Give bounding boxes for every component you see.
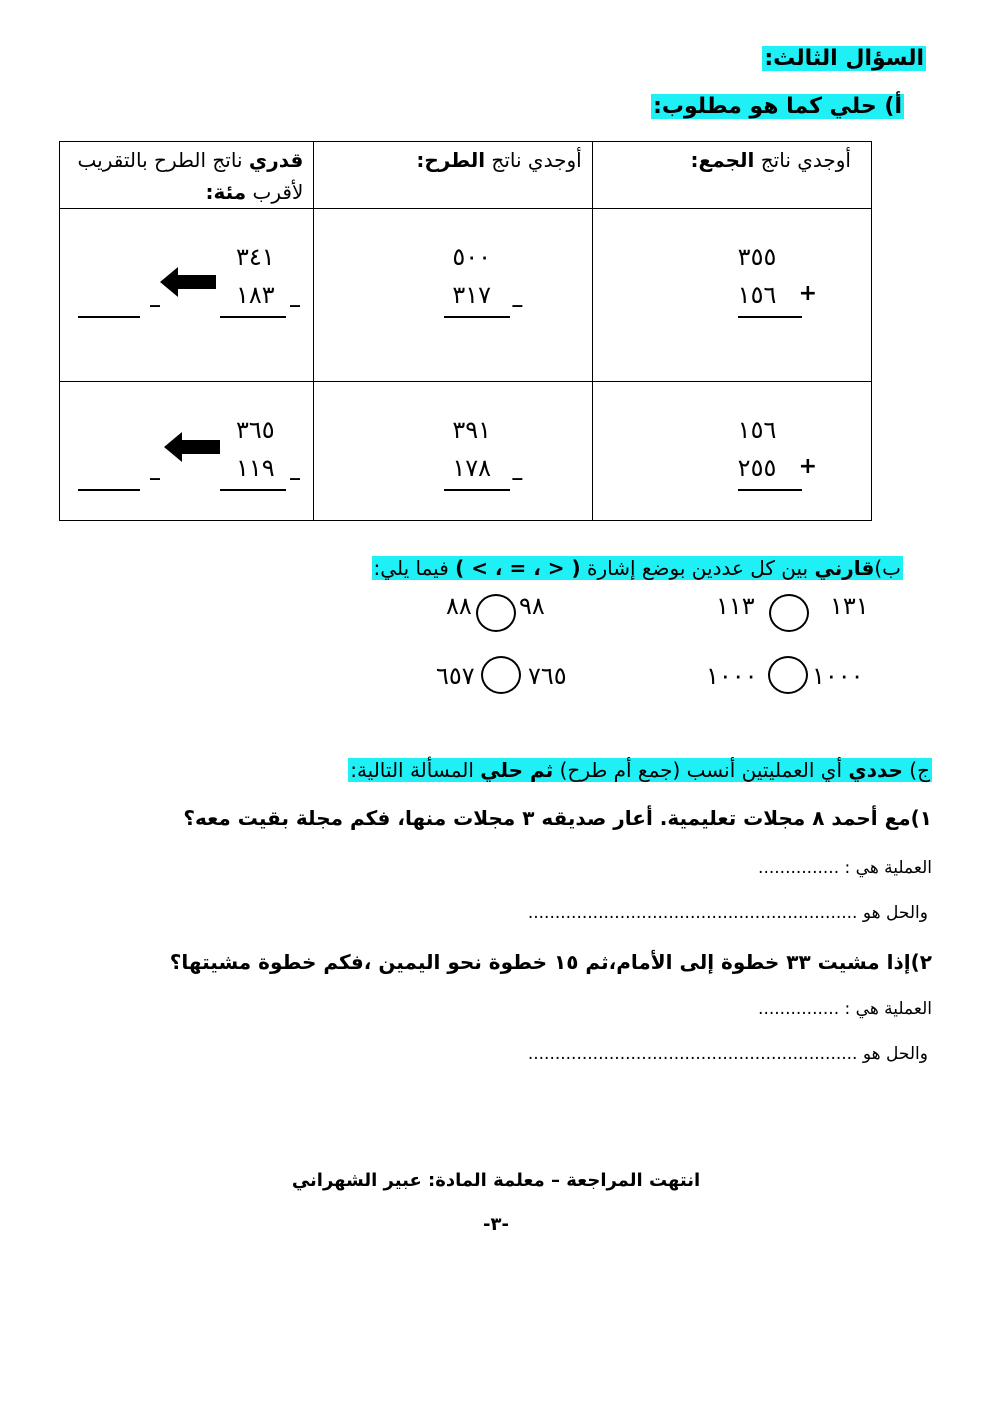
answer-line[interactable]: [738, 489, 802, 491]
arrow-left-icon: [164, 432, 220, 462]
part-b-heading: ب)قارني بين كل عددين بوضع إشارة ( < ، = ، > ) فيما يلي:: [373, 556, 901, 580]
round-cell-1: [60, 209, 314, 382]
compare-number-right: ١٠٠٠: [706, 662, 758, 690]
round-top-number: ٣٤١: [236, 243, 275, 271]
solution-blank[interactable]: .............................................................: [527, 903, 858, 923]
sub-bottom-number: ٣١٧: [452, 281, 492, 309]
answer-blank[interactable]: [78, 489, 140, 491]
add-top-number: ٣٥٥: [737, 243, 777, 271]
problem-2-operation: العملية هي : ...............: [758, 999, 932, 1019]
sub-top-number: ٥٠٠: [452, 243, 492, 271]
answer-line[interactable]: [444, 316, 510, 318]
compare-number-left: ٧٦٥: [528, 662, 567, 690]
minus-sign: _: [512, 283, 523, 307]
problem-1-operation: العملية هي : ...............: [758, 858, 932, 878]
sub-bottom-number: ١٧٨: [452, 454, 492, 482]
problem-2-question: ٢)إذا مشيت ٣٣ خطوة إلى الأمام،ثم ١٥ خطوة نحو اليمين ،فكم خطوة مشيتها؟: [169, 950, 932, 974]
minus-sign: _: [150, 456, 160, 480]
part-c-heading: ج) حددي أي العمليتين أنسب (جمع أم طرح) ثم حلي المسألة التالية:: [350, 758, 930, 782]
compare-number-right: ١١٣: [716, 592, 755, 620]
subtract-cell-2: [314, 382, 592, 521]
minus-sign: _: [290, 456, 300, 480]
compare-number-right: ٦٥٧: [436, 662, 475, 690]
add-cell-2: [592, 382, 871, 521]
compare-number-left: ٩٨: [519, 592, 545, 620]
header-add: أوجدي ناتج الجمع:: [592, 142, 871, 209]
add-top-number: ١٥٦: [737, 416, 777, 444]
problem-1-solution: والحل هو .............................................................: [527, 903, 928, 923]
add-cell-1: [592, 209, 871, 382]
add-bottom-number: ١٥٦: [737, 281, 777, 309]
compare-number-right: ٨٨: [446, 592, 472, 620]
header-subtract: أوجدي ناتج الطرح:: [314, 142, 592, 209]
compare-circle[interactable]: [481, 656, 521, 694]
part-a-heading: أ) حلي كما هو مطلوب:: [653, 94, 902, 119]
subtract-cell-1: [314, 209, 592, 382]
exercise-table: [59, 141, 872, 521]
compare-circle[interactable]: [769, 594, 809, 632]
answer-line[interactable]: [444, 489, 510, 491]
answer-blank[interactable]: [78, 316, 140, 318]
arrow-left-icon: [160, 267, 216, 297]
problem-1-question: ١)مع أحمد ٨ مجلات تعليمية. أعار صديقه ٣ مجلات منها، فكم مجلة بقيت معه؟: [183, 806, 932, 830]
minus-sign: _: [290, 283, 300, 307]
round-top-number: ٣٦٥: [236, 416, 275, 444]
compare-circle[interactable]: [476, 594, 516, 632]
minus-sign: _: [512, 456, 523, 480]
minus-sign: _: [150, 283, 160, 307]
operation-blank[interactable]: ...............: [758, 858, 840, 878]
footer-credit: انتهت المراجعة – معلمة المادة: عبير الشهراني: [291, 1170, 701, 1191]
compare-number-left: ١٣١: [830, 592, 869, 620]
answer-line[interactable]: [738, 316, 802, 318]
compare-number-left: ١٠٠٠: [812, 662, 864, 690]
page-number: -٣-: [483, 1214, 509, 1235]
solution-blank[interactable]: .............................................................: [527, 1044, 858, 1064]
compare-circle[interactable]: [768, 656, 808, 694]
round-cell-2: [60, 382, 314, 521]
sub-top-number: ٣٩١: [452, 416, 492, 444]
operation-blank[interactable]: ...............: [758, 999, 840, 1019]
add-bottom-number: ٢٥٥: [737, 454, 777, 482]
plus-sign: +: [798, 281, 818, 306]
round-bottom-number: ١٨٣: [236, 281, 275, 309]
problem-2-solution: والحل هو .............................................................: [527, 1044, 928, 1064]
round-bottom-number: ١١٩: [236, 454, 275, 482]
header-round: قدري ناتج الطرح بالتقريب لأقرب مئة:: [60, 142, 314, 209]
plus-sign: +: [798, 454, 818, 479]
section-title: السؤال الثالث:: [764, 46, 924, 71]
